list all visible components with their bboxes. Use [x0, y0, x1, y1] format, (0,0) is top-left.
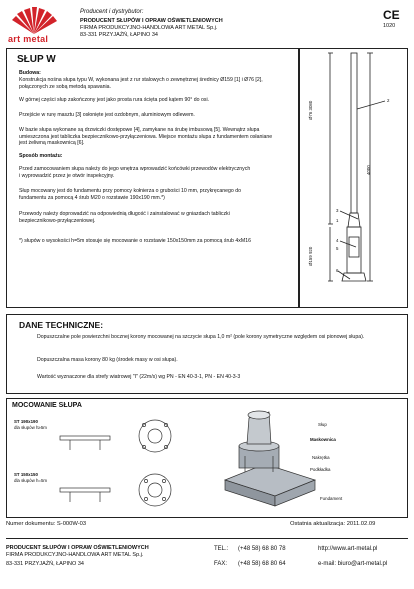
label-6: 6	[336, 268, 339, 273]
fax-value: (+48 58) 68 80 64	[238, 561, 286, 567]
st2-sub: dla słupów h=5m	[14, 478, 48, 483]
company-logo	[6, 6, 62, 44]
montaz-paragraph-2: Słup mocowany jest do fundamentu przy pomocy kołnierza o grubości 10 mm, przykręcanego do fundamentu za pomocą 4 śrub M20 o rozstawie 190x190 mm.*)	[19, 188, 242, 201]
company-line1: PRODUCENT SŁUPÓW I OPRAW OŚWIETLENIOWYCH	[80, 18, 223, 24]
dim-3080: Ø76 3080	[308, 100, 313, 120]
producer-label: Producent i dystrybutor:	[80, 9, 144, 15]
st1-title: ST 190x190	[14, 419, 38, 424]
fax-label: FAX:	[214, 561, 228, 567]
logo-fan-icon	[6, 6, 62, 36]
budowa-paragraph-2: W górnej części słup zakończony jest jako prosta rura ścięta pod kątem 90° do osi.	[19, 97, 210, 103]
mount-label-podkladka: Podkładka	[310, 467, 331, 472]
ce-mark: CE	[383, 8, 400, 22]
company-line3: 83-331 PRZYJAŹŃ, ŁAPINO 34	[80, 32, 158, 38]
montaz-heading: Sposób montażu:	[19, 153, 63, 159]
budowa-paragraph-4: W bazie słupa wykonane są drzwiczki dostępowe [4], zamykane na śrubę imbusową [5]. Wewnątrz słupa umieszczona jest tabliczka bezpiecznikowo-przyłączeniowa. Miejsce montażu słupa z fundamentem osłaniane jest żeliwną maskownicą [6].	[19, 127, 273, 147]
label-4: 4	[336, 238, 339, 243]
footer-divider	[6, 538, 408, 539]
mount-label-fundament: Fundament	[320, 496, 343, 501]
email-link[interactable]: e-mail: biuro@art-metal.pl	[318, 561, 388, 567]
tech-paragraph-3: Wartość wyznaczone dla strefy wiatrowej "I" (22m/s) wg PN - EN 40-3-1, PN - EN 40-3-3	[37, 374, 241, 380]
document-number: Numer dokumentu: S-000W-03	[6, 521, 87, 527]
tech-heading: DANE TECHNICZNE:	[19, 320, 104, 330]
footer-line2: FIRMA PRODUKCYJNO-HANDLOWA ART METAL Sp.j.	[6, 552, 144, 558]
footer-line3: 83-331 PRZYJAŹŃ, ŁAPINO 34	[6, 561, 84, 567]
montaz-paragraph-1: Przed zamocowaniem słupa należy do jego wnętrza wprowadzić końcówki przewodów elektrycznych i wyprowadzić przez je otwór inspekcyjny.	[19, 166, 251, 179]
footer-line1: PRODUCENT SŁUPÓW I OPRAW OŚWIETLENIOWYCH	[6, 545, 149, 551]
label-3: 3	[336, 208, 339, 213]
montaz-paragraph-3: Przewody należy doprowadzić na odpowiednią długość i zainstalować w gniazdach tabliczki bezpiecznikowo-przyłączeniowej.	[19, 211, 230, 224]
label-1: 1	[336, 218, 339, 223]
st1-sub: dla słupów h≥5m	[14, 425, 47, 430]
mounting-plan-drawings	[40, 412, 210, 516]
tech-paragraph-2: Dopuszczalna masa korony 80 kg (środek masy w osi słupa).	[37, 357, 178, 363]
montaz-note: *) słupów o wysokości h=5m stosuje się mocowanie o rozstawie 150x150mm za pomocą śrub 4xM16	[19, 238, 251, 244]
website-link[interactable]: http://www.art-metal.pl	[318, 546, 378, 552]
tech-paragraph-1: Dopuszczalne pole powierzchni bocznej korony mocowanej na szczycie słupa 1,0 m² (pole korony symetryczne względem osi pionowej słupa).	[37, 334, 365, 340]
mount-heading: MOCOWANIE SŁUPA	[12, 402, 82, 409]
mount-label-nakretka: Nakrętka	[312, 455, 330, 460]
pole-drawing	[300, 49, 407, 307]
tel-value: (+48 58) 68 80 78	[238, 546, 286, 552]
budowa-paragraph-3: Przejście w rurę masztu [3] osłonięte jest ozdobnym, aluminiowym odlewem.	[19, 112, 195, 118]
mount-label-maskownica: Maskownica	[310, 437, 336, 442]
company-line2: FIRMA PRODUKCYJNO-HANDLOWA ART METAL Sp.j.	[80, 25, 218, 31]
last-updated: Ostatnia aktualizacja: 2011.02.09	[290, 521, 376, 527]
budowa-heading: Budowa:	[19, 70, 41, 76]
mount-label-slup: Słup	[318, 422, 327, 427]
product-title: SŁUP W	[17, 54, 56, 65]
tel-label: TEL.:	[214, 546, 229, 552]
ce-number: 1020	[383, 23, 396, 29]
st2-title: ST 150x150	[14, 472, 38, 477]
logo-text: art metal	[8, 34, 49, 44]
label-2: 2	[387, 98, 390, 103]
mounting-3d-drawing	[215, 400, 327, 516]
label-5: 5	[336, 246, 339, 251]
budowa-paragraph-1: Konstrukcja nośna słupa typu W, wykonana jest z rur stalowych o zewnętrznej średnicy Ø159 [1] i Ø76 [2], połączonych ze sobą metodą spawania.	[19, 77, 263, 90]
dim-4000: 4000	[366, 165, 371, 175]
dim-920: Ø159 920	[308, 246, 313, 266]
